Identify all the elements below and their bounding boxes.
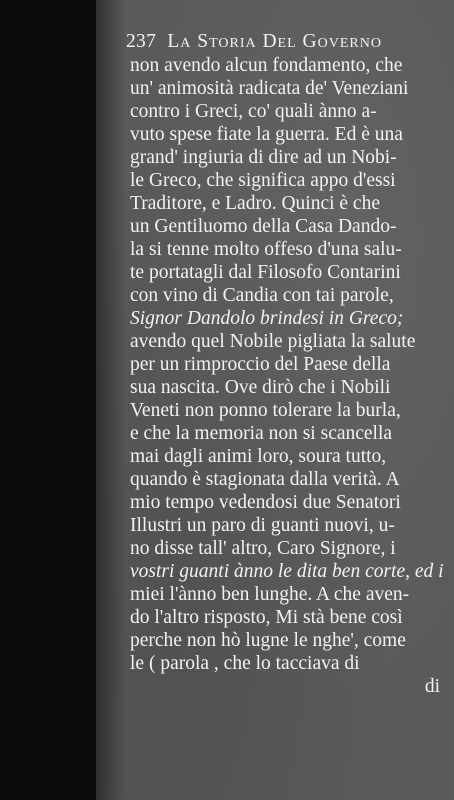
running-title: La Storia Del Governo (167, 31, 382, 52)
text-line: perche non hò lugne le nghe', come (130, 630, 406, 651)
page-text (126, 30, 450, 698)
text-line: non avendo alcun fondamento, che (130, 55, 403, 76)
text-line: le ( parola , che lo tacciava di (130, 653, 360, 674)
text-line: un' animosità radicata de' Veneziani (130, 78, 409, 99)
text-line: vuto spese fiate la guerra. Ed è una (130, 124, 403, 145)
text-line: contro i Greci, co' quali ànno a- (130, 101, 377, 122)
text-line: miei l'ànno ben lunghe. A che aven- (130, 584, 410, 605)
text-line: un Gentiluomo della Casa Dando- (130, 216, 397, 237)
text-line-italic: vostri guanti ànno le dita ben corte, ed i (130, 561, 444, 582)
text-line: sua nascita. Ove dirò che i Nobili (130, 377, 391, 398)
text-line: per un rimproccio del Paese della (130, 354, 391, 375)
text-line: con vino di Candia con tai parole, (130, 285, 394, 306)
text-line: la si tenne molto offeso d'una salu- (130, 239, 402, 260)
text-line: no disse tall' altro, Caro Signore, i (130, 538, 396, 559)
text-line: mai dagli animi loro, soura tutto, (130, 446, 387, 467)
page-number: 237 (126, 31, 157, 52)
text-line: mio tempo vedendosi due Senatori (130, 492, 401, 513)
gutter-shadow (96, 0, 126, 800)
text-line-italic: Signor Dandolo brindesi in Greco; (130, 308, 404, 329)
catchword: di (424, 676, 440, 697)
text-line: avendo quel Nobile pigliata la salute (130, 331, 416, 352)
text-line: te portatagli dal Filosofo Contarini (130, 262, 401, 283)
text-line: le Greco, che significa appo d'essi (130, 170, 396, 191)
text-line: do l'altro risposto, Mi stà bene così (130, 607, 403, 628)
text-line: Illustri un paro di guanti nuovi, u- (130, 515, 395, 536)
text-line: e che la memoria non si scancella (130, 423, 393, 444)
text-line: Veneti non ponno tolerare la burla, (130, 400, 401, 421)
running-header (126, 30, 450, 54)
text-line: grand' ingiuria di dire ad un Nobi- (130, 147, 397, 168)
text-line: quando è stagionata dalla verità. A (130, 469, 400, 490)
text-line: Traditore, e Ladro. Quinci è che (130, 193, 380, 214)
